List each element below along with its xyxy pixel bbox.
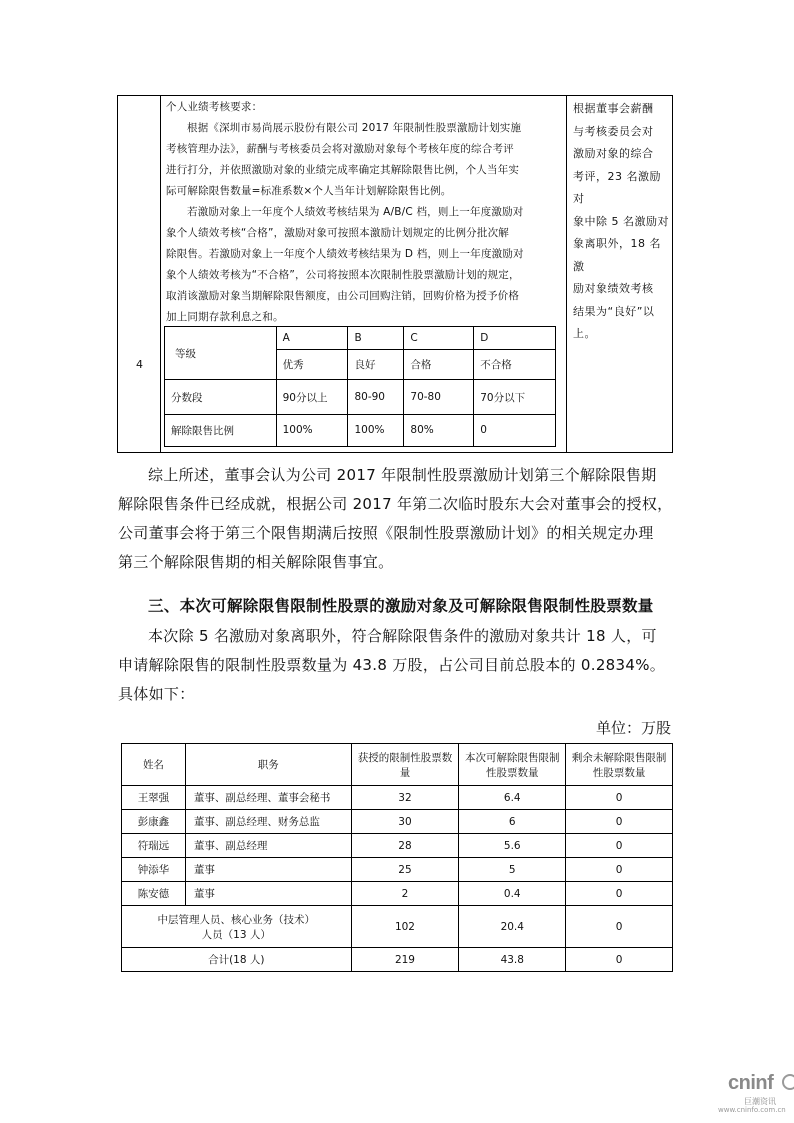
title-cell: 董事、副总经理、董事会秘书 [185, 786, 351, 810]
granted-cell: 25 [351, 858, 459, 882]
remaining-cell: 0 [566, 810, 673, 834]
para-line: 本次除 5 名激励对象离职外，符合解除限售条件的激励对象共计 18 人，可 [148, 627, 657, 645]
header-cell: 获授的限制性股票数量 [351, 744, 459, 786]
detail-paragraph [118, 622, 678, 709]
remaining-cell: 0 [566, 786, 673, 810]
unlock-cell: 6.4 [459, 786, 566, 810]
grade-cell: D [474, 327, 556, 350]
title-cell: 董事 [185, 882, 351, 906]
note-line: 励对象绩效考核 [573, 282, 654, 295]
unlock-cell: 5 [459, 858, 566, 882]
req-line: 象个人绩效考核“合格”，激励对象可按照本激励计划规定的比例分批次解 [166, 227, 509, 239]
table-row [122, 858, 673, 882]
req-line: 际可解除限售数量=标准系数×个人当年计划解除限售比例。 [166, 185, 452, 197]
name-cell: 王翠强 [122, 786, 186, 810]
unlock-cell: 5.6 [459, 834, 566, 858]
grade-name-cell: 良好 [348, 350, 404, 380]
granted-cell: 28 [351, 834, 459, 858]
note-line: 考评，23 名激励对 [573, 169, 661, 205]
ratio-label: 解除限售比例 [165, 414, 277, 446]
remaining-cell: 0 [566, 906, 673, 948]
req-line: 除限售。若激励对象上一年度个人绩效考核结果为 D 档，则上一年度激励对 [166, 248, 524, 260]
granted-cell: 30 [351, 810, 459, 834]
header-cell: 职务 [185, 744, 351, 786]
table-row [122, 834, 673, 858]
score-cell: 70分以下 [474, 380, 556, 414]
name-cell: 彭康鑫 [122, 810, 186, 834]
holdings-table [121, 743, 673, 972]
section-title: 三、本次可解除限售限制性股票的激励对象及可解除限售限制性股票数量 [148, 596, 654, 615]
unlock-cell: 20.4 [459, 906, 566, 948]
grade-table [164, 326, 556, 447]
note-line: 激励对象的综合 [573, 147, 654, 160]
ratio-cell: 0 [474, 414, 556, 446]
grade-cell: B [348, 327, 404, 350]
score-cell: 70-80 [404, 380, 474, 414]
group-label-cell [122, 906, 352, 948]
unit-label: 单位：万股 [596, 719, 672, 737]
table-row [122, 906, 673, 948]
note-line: 象中除 5 名激励对 [573, 214, 669, 228]
logo-url: www.cninfo.com.cn [718, 1106, 786, 1114]
row-number: 4 [136, 358, 143, 371]
req-line: 象个人绩效考核为“不合格”，公司将按照本次限制性股票激励计划的规定， [166, 269, 520, 281]
ratio-cell: 100% [276, 414, 348, 446]
note-line: 结果为“良好”以 [573, 304, 655, 318]
logo-mark-icon [782, 1074, 794, 1090]
para-line: 申请解除限售的限制性股票数量为 43.8 万股，占公司目前总股本的 0.2834%。 [118, 656, 666, 674]
para-line: 具体如下： [118, 685, 195, 703]
header-cell: 姓名 [122, 744, 186, 786]
score-cell: 90分以上 [276, 380, 348, 414]
grade-name-cell: 合格 [404, 350, 474, 380]
result-note [573, 98, 671, 346]
note-line: 与考核委员会对 [573, 124, 654, 138]
requirement-text [166, 97, 561, 328]
grade-cell: A [276, 327, 348, 350]
granted-cell: 219 [351, 948, 459, 972]
para-line: 综上所述，董事会认为公司 2017 年限制性股票激励计划第三个解除限售期 [148, 466, 657, 484]
note-line: 象离职外，18 名激 [573, 237, 661, 273]
para-line: 第三个解除限售期的相关解除限售事宜。 [118, 553, 394, 571]
req-line: 进行打分，并依照激励对象的业绩完成率确定其解除限售比例，个人当年实 [166, 164, 520, 176]
logo-text: cninf [728, 1072, 774, 1094]
remaining-cell: 0 [566, 834, 673, 858]
result-note-cell [566, 96, 674, 452]
remaining-cell: 0 [566, 948, 673, 972]
row-number-cell [118, 96, 161, 452]
ratio-cell: 80% [404, 414, 474, 446]
cninfo-logo [700, 1070, 790, 1116]
title-cell: 董事 [185, 858, 351, 882]
group-label-line: 人员（13 人） [201, 928, 271, 941]
granted-cell: 102 [351, 906, 459, 948]
granted-cell: 2 [351, 882, 459, 906]
grade-name-cell: 优秀 [276, 350, 348, 380]
table-row [122, 810, 673, 834]
title-cell: 董事、副总经理、财务总监 [185, 810, 351, 834]
table-row [122, 786, 673, 810]
grade-name-cell: 不合格 [474, 350, 556, 380]
req-line: 考核管理办法》，薪酬与考核委员会将对激励对象每个考核年度的综合考评 [166, 143, 514, 155]
req-line: 根据《深圳市易尚展示股份有限公司 2017 年限制性股票激励计划实施 [187, 122, 522, 134]
name-cell: 陈安德 [122, 882, 186, 906]
req-line: 个人业绩考核要求： [166, 101, 263, 113]
summary-paragraph [118, 461, 678, 577]
grade-label: 等级 [165, 327, 277, 380]
header-cell: 剩余未解除限售限制性股票数量 [566, 744, 673, 786]
table-row [122, 882, 673, 906]
name-cell: 符瑞远 [122, 834, 186, 858]
unlock-cell: 6 [459, 810, 566, 834]
para-line: 解除限售条件已经成就，根据公司 2017 年第二次临时股东大会对董事会的授权， [118, 495, 673, 513]
score-label: 分数段 [165, 380, 277, 414]
ratio-cell: 100% [348, 414, 404, 446]
total-row [122, 948, 673, 972]
granted-cell: 32 [351, 786, 459, 810]
grade-cell: C [404, 327, 474, 350]
score-cell: 80-90 [348, 380, 404, 414]
title-cell: 董事、副总经理 [185, 834, 351, 858]
remaining-cell: 0 [566, 858, 673, 882]
note-line: 上。 [573, 327, 596, 340]
para-line: 公司董事会将于第三个限售期满后按照《限制性股票激励计划》的相关规定办理 [118, 524, 654, 542]
total-label-cell: 合计(18 人) [122, 948, 352, 972]
group-label-line: 中层管理人员、核心业务（技术） [157, 913, 316, 926]
req-line: 取消该激励对象当期解除限售额度，由公司回购注销，回购价格为授予价格 [166, 290, 520, 302]
logo-subtext: 巨潮资讯 [744, 1097, 776, 1106]
req-line: 若激励对象上一年度个人绩效考核结果为 A/B/C 档，则上一年度激励对 [187, 206, 524, 218]
header-cell: 本次可解除限售限制性股票数量 [459, 744, 566, 786]
req-line: 加上同期存款利息之和。 [166, 311, 284, 323]
table-header-row [122, 744, 673, 786]
note-line: 根据董事会薪酬 [573, 102, 654, 115]
unlock-cell: 0.4 [459, 882, 566, 906]
remaining-cell: 0 [566, 882, 673, 906]
name-cell: 钟添华 [122, 858, 186, 882]
unlock-cell: 43.8 [459, 948, 566, 972]
